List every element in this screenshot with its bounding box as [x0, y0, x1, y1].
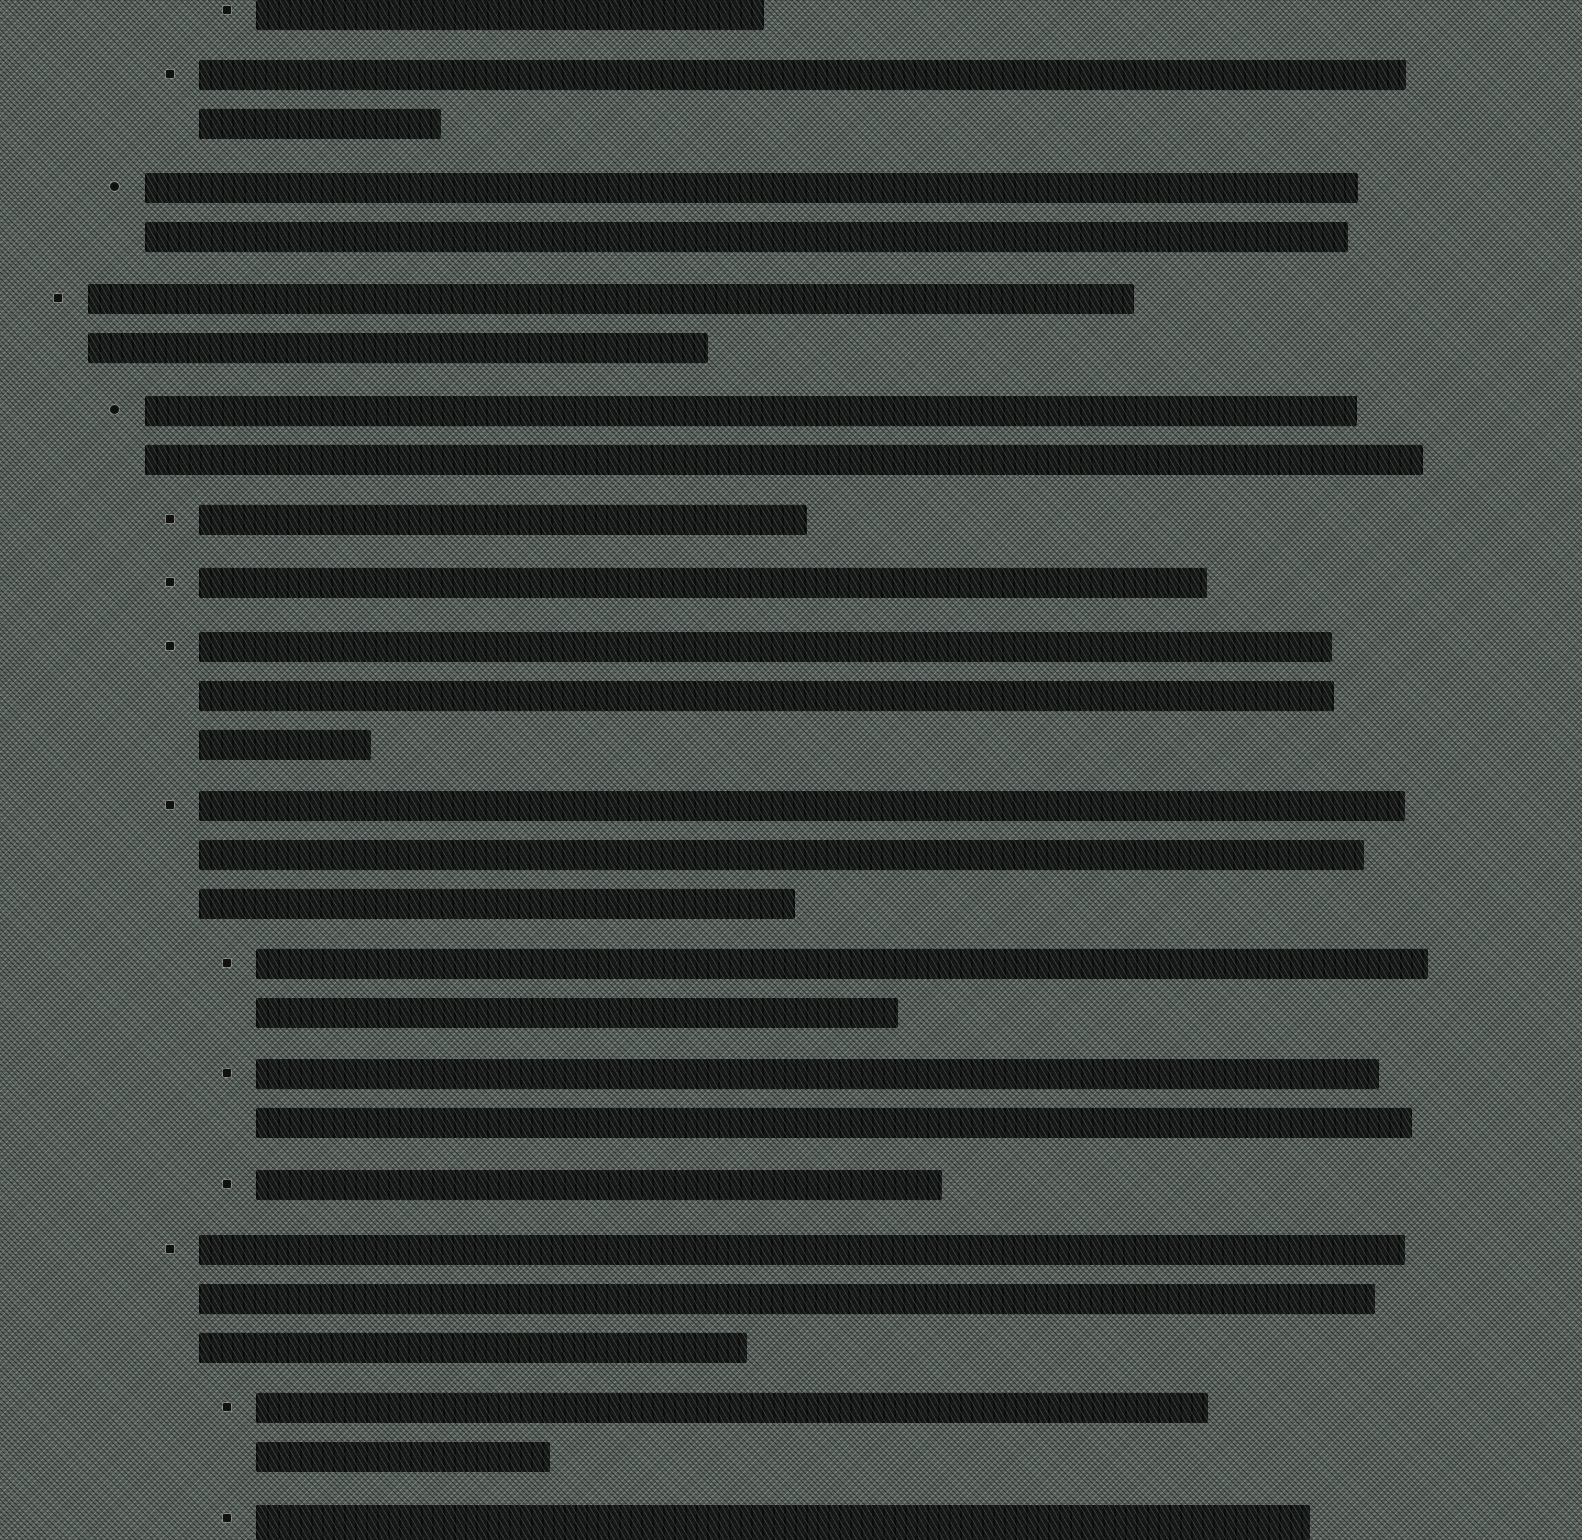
- list-bullet: [223, 1069, 231, 1077]
- list-bullet: [223, 1403, 231, 1411]
- text-line: [145, 173, 1358, 203]
- list-bullet: [54, 294, 62, 302]
- text-line: [145, 396, 1357, 426]
- text-line: [199, 109, 441, 139]
- text-line: [199, 1284, 1375, 1314]
- list-bullet: [223, 6, 231, 14]
- text-line: [256, 1505, 1310, 1540]
- text-line: [88, 333, 708, 363]
- text-line: [145, 222, 1348, 252]
- list-bullet: [166, 70, 174, 78]
- text-line: [256, 998, 898, 1028]
- text-line: [199, 1235, 1405, 1265]
- list-bullet: [110, 182, 119, 191]
- text-line: [199, 568, 1207, 598]
- text-line: [199, 889, 795, 919]
- text-line: [199, 1333, 747, 1363]
- text-line: [199, 791, 1405, 821]
- list-bullet: [223, 1514, 231, 1522]
- text-line: [145, 445, 1423, 475]
- list-bullet: [110, 405, 119, 414]
- list-bullet: [166, 578, 174, 586]
- text-line: [199, 840, 1364, 870]
- list-bullet: [166, 515, 174, 523]
- list-bullet: [166, 801, 174, 809]
- list-bullet: [223, 1180, 231, 1188]
- text-line: [199, 60, 1406, 90]
- text-line: [256, 949, 1428, 979]
- text-line: [256, 1170, 942, 1200]
- text-line: [256, 1393, 1208, 1423]
- text-line: [256, 1059, 1379, 1089]
- text-line: [199, 632, 1332, 662]
- text-line: [256, 0, 764, 30]
- text-line: [88, 284, 1134, 314]
- text-line: [256, 1442, 550, 1472]
- text-line: [199, 505, 807, 535]
- text-line: [199, 730, 371, 760]
- list-bullet: [166, 642, 174, 650]
- list-bullet: [166, 1245, 174, 1253]
- text-line: [199, 681, 1334, 711]
- list-bullet: [223, 959, 231, 967]
- text-line: [256, 1108, 1412, 1138]
